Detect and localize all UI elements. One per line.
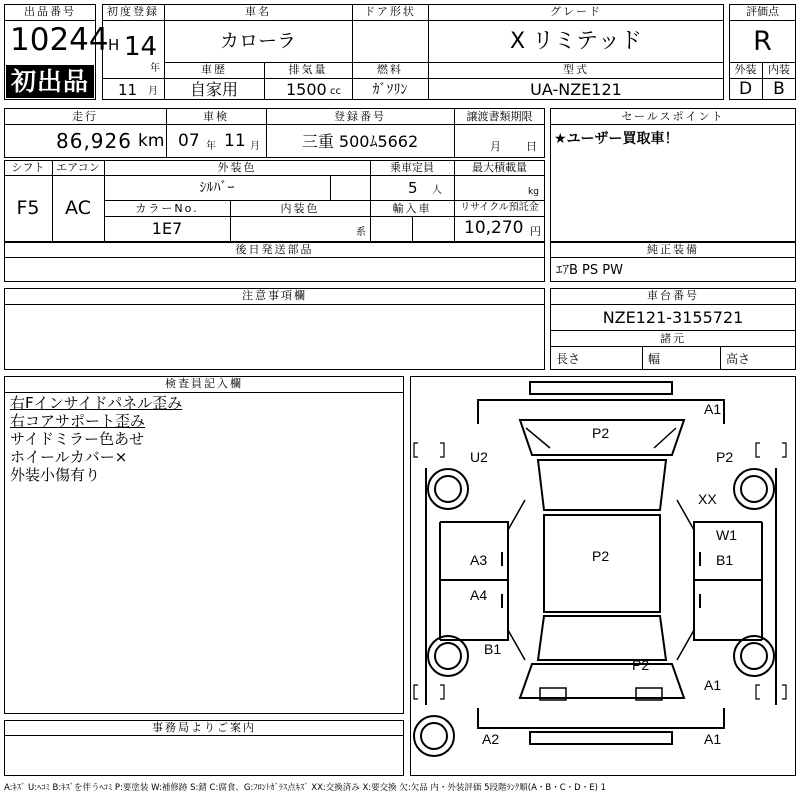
- inspector-line: 右Fインサイドパネル歪み: [10, 394, 183, 412]
- damage-mark: A2: [482, 731, 500, 747]
- aircon-label: エアコン: [56, 161, 100, 174]
- inspector-line: 右コアサポート歪み: [10, 412, 146, 430]
- car-name-label: 車名: [245, 5, 271, 18]
- transfer-day-unit: 日: [526, 140, 537, 153]
- dims-label: 諸元: [660, 332, 686, 345]
- ext-color-label: 外装色: [217, 161, 257, 174]
- int-color-label: 内装色: [280, 202, 320, 215]
- ext-label: 外装: [734, 63, 757, 76]
- inspection-year: 07: [178, 131, 200, 151]
- model-label: 型式: [563, 63, 589, 76]
- int-grade: B: [773, 79, 785, 99]
- displacement-label: 排気量: [288, 63, 328, 76]
- damage-mark: W1: [716, 527, 737, 543]
- shift-label: シフト: [11, 161, 45, 174]
- ext-grade: D: [738, 79, 753, 99]
- import-label: 輸入車: [392, 202, 432, 215]
- damage-mark: P2: [592, 548, 610, 564]
- load-label: 最大積載量: [472, 161, 527, 174]
- car-name: カローラ: [219, 30, 296, 52]
- damage-mark: P2: [716, 449, 734, 465]
- fuel-label: 燃料: [377, 63, 403, 76]
- later-parts-label: 後日発送部品: [235, 243, 314, 256]
- sales-point-label: セールスポイント: [621, 110, 725, 123]
- capacity-unit: 人: [432, 185, 442, 196]
- door-label: ドア形状: [364, 5, 416, 18]
- aircon: AC: [65, 197, 91, 219]
- sales-point: ★ユーザー買取車！: [554, 131, 679, 147]
- int-label: 内装: [768, 63, 790, 76]
- recycle-label: リサイクル預託金: [460, 202, 539, 213]
- damage-mark: B1: [484, 641, 502, 657]
- legend: A:ｷｽﾞ U:ﾍｺﾐ B:ｷｽﾞを伴うﾍｺﾐ P:要塗装 W:補修跡 S:錆 C:腐食、G:ﾌﾛﾝﾄｶﾞﾗｽ点ｷｽﾞ XX:交換済み X:要交換 欠:欠品 内・外装評価 5段階ﾗﾝｸ順(A・B・C・D・E) 1: [4, 783, 607, 793]
- model: UA-NZE121: [530, 80, 622, 99]
- damage-mark: P2: [632, 657, 650, 673]
- office-label: 事務局よりご案内: [152, 721, 256, 734]
- inspector-line: 外装小傷有り: [10, 466, 101, 484]
- width-label: 幅: [648, 352, 661, 366]
- damage-mark: U2: [470, 449, 488, 465]
- recycle: 10,270: [464, 218, 524, 238]
- inspection-month-unit: 月: [250, 141, 260, 152]
- displacement: 1500: [286, 80, 327, 99]
- grade-label: グレード: [550, 5, 602, 18]
- load-unit: kg: [528, 187, 539, 197]
- mileage-unit: km: [138, 131, 165, 151]
- first-reg-label: 初度登録: [107, 5, 159, 18]
- genuine: ｴｱB PS PW: [556, 263, 623, 278]
- era: H: [108, 36, 120, 54]
- damage-mark: A1: [704, 401, 722, 417]
- plate-label: 登録番号: [334, 110, 386, 123]
- grade: X リミテッド: [509, 29, 643, 54]
- damage-mark: A3: [470, 552, 488, 568]
- damage-mark: A1: [704, 677, 722, 693]
- month: 11: [118, 81, 138, 99]
- lot-number: 10244: [10, 22, 109, 58]
- transfer-month-unit: 月: [490, 140, 501, 153]
- score-label: 評価点: [746, 5, 779, 18]
- history-label: 車歴: [201, 63, 227, 76]
- recycle-unit: 円: [530, 225, 541, 238]
- chassis-label: 車台番号: [647, 289, 699, 302]
- damage-mark: A1: [704, 731, 722, 747]
- transfer-label: 譲渡書類期限: [466, 110, 533, 123]
- int-color-unit: 系: [356, 227, 366, 238]
- inspection-year-unit: 年: [206, 141, 216, 152]
- damage-mark: XX: [698, 491, 717, 507]
- lot-number-label: 出品番号: [24, 5, 76, 18]
- displacement-unit: cc: [330, 86, 341, 97]
- damage-mark: B1: [716, 552, 734, 568]
- length-label: 長さ: [556, 352, 581, 366]
- plate: 三重 500ﾑ5662: [301, 132, 419, 151]
- inspection-label: 車検: [203, 110, 229, 123]
- genuine-label: 純正装備: [647, 243, 699, 256]
- ext-color: ｼﾙﾊﾞｰ: [199, 180, 235, 196]
- inspector-label: 検査員記入欄: [165, 377, 243, 390]
- year-unit: 年: [150, 63, 160, 74]
- score: R: [753, 26, 772, 57]
- inspector-line: サイドミラー色あせ: [10, 430, 144, 448]
- height-label: 高さ: [726, 352, 751, 366]
- inspection-month: 11: [224, 131, 246, 151]
- inspector-line: ホイールカバー×: [10, 448, 128, 466]
- mileage: 86,926: [56, 129, 132, 153]
- shift: F5: [16, 197, 40, 219]
- chassis: NZE121-3155721: [602, 308, 744, 327]
- caution-label: 注意事項欄: [242, 289, 307, 302]
- damage-mark: A4: [470, 587, 488, 603]
- capacity: 5: [408, 179, 418, 197]
- damage-mark: P2: [592, 425, 610, 441]
- first-listing-text: 初出品: [10, 67, 89, 96]
- history: 自家用: [189, 80, 238, 99]
- mileage-label: 走行: [72, 110, 98, 123]
- capacity-label: 乗車定員: [390, 161, 434, 174]
- month-unit: 月: [148, 86, 158, 97]
- color-no-label: カラーNo.: [135, 202, 199, 215]
- color-no: 1E7: [151, 219, 183, 238]
- year: 14: [124, 32, 158, 62]
- fuel: ｶﾞｿﾘﾝ: [372, 82, 408, 98]
